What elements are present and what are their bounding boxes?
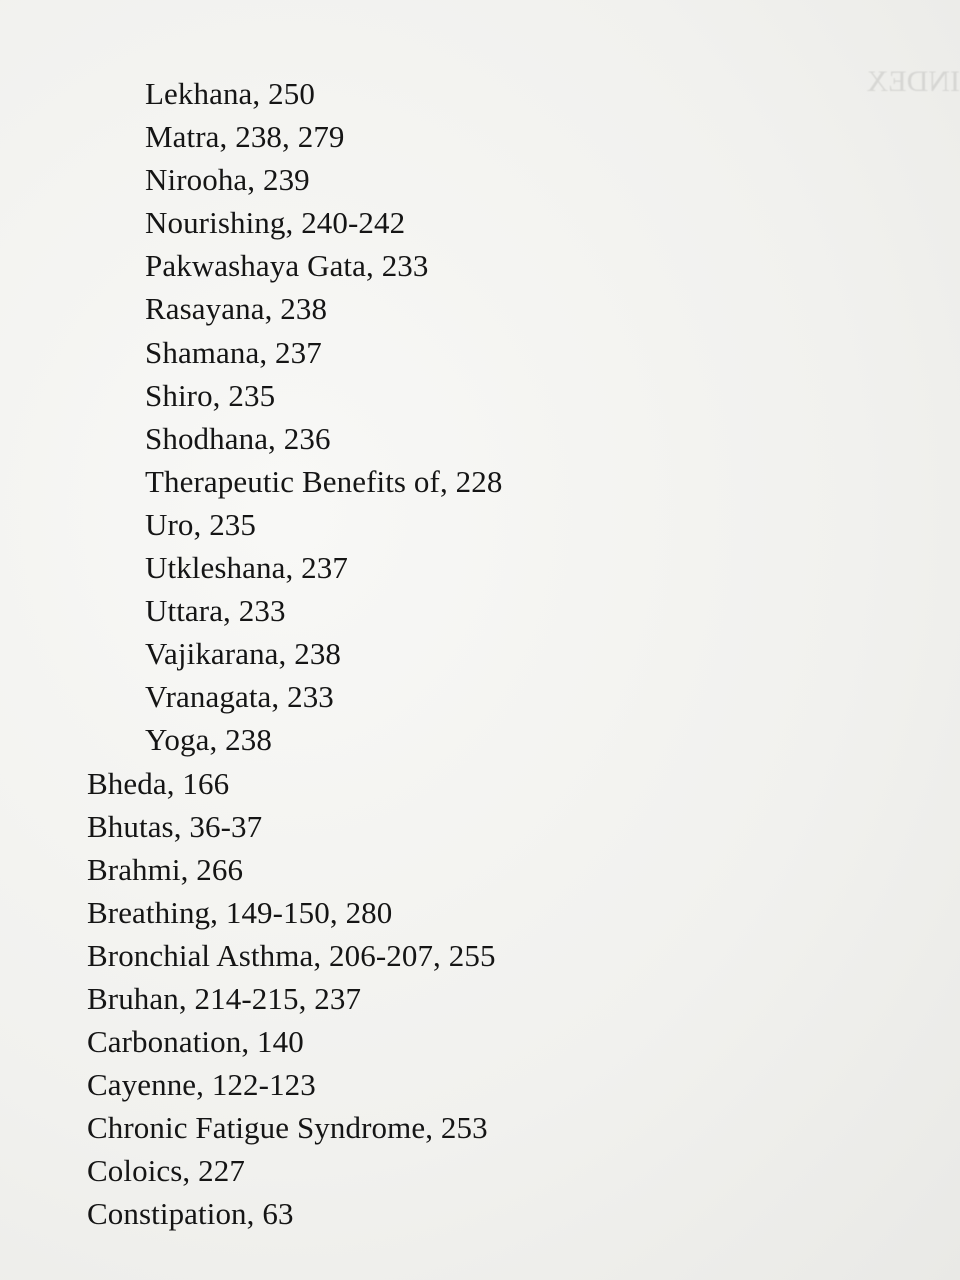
index-entry: Matra, 238, 279 xyxy=(145,119,345,155)
index-entry: Bheda, 166 xyxy=(87,765,230,801)
index-entry: Nourishing, 240-242 xyxy=(145,205,406,241)
index-entry: Coloics, 227 xyxy=(87,1153,245,1189)
index-entry: Constipation, 63 xyxy=(87,1196,294,1232)
index-entry: Lekhana, 250 xyxy=(145,76,315,111)
index-entry: Bruhan, 214-215, 237 xyxy=(87,980,362,1016)
index-entry: Nirooha, 239 xyxy=(145,162,310,198)
index-entry: Rasayana, 238 xyxy=(145,291,328,327)
index-entry: Therapeutic Benefits of, 228 xyxy=(145,463,503,499)
index-entry: Chronic Fatigue Syndrome, 253 xyxy=(87,1110,488,1146)
index-entry: Bhutas, 36-37 xyxy=(87,808,263,844)
index-entry: Uro, 235 xyxy=(145,506,257,542)
index-entry: Cayenne, 122-123 xyxy=(87,1067,316,1103)
reverse-side-bleed-through: INDEX xyxy=(866,65,960,98)
index-entry: Vranagata, 233 xyxy=(145,679,334,715)
index-entry: Shiro, 235 xyxy=(145,377,276,413)
index-entry: Brahmi, 266 xyxy=(87,851,244,887)
index-entry: Yoga, 238 xyxy=(145,722,272,758)
index-entry: Shamana, 237 xyxy=(145,334,322,370)
index-entry: Uttara, 233 xyxy=(145,593,286,629)
index-list xyxy=(0,72,700,1236)
index-entry: Carbonation, 140 xyxy=(87,1024,304,1060)
index-entry: Vajikarana, 238 xyxy=(145,636,342,672)
index-entry: Shodhana, 236 xyxy=(145,420,331,456)
index-entry: Breathing, 149-150, 280 xyxy=(87,894,393,930)
index-entry: Utkleshana, 237 xyxy=(145,550,348,586)
index-entry: Bronchial Asthma, 206-207, 255 xyxy=(87,937,496,973)
index-entry: Pakwashaya Gata, 233 xyxy=(145,248,429,284)
